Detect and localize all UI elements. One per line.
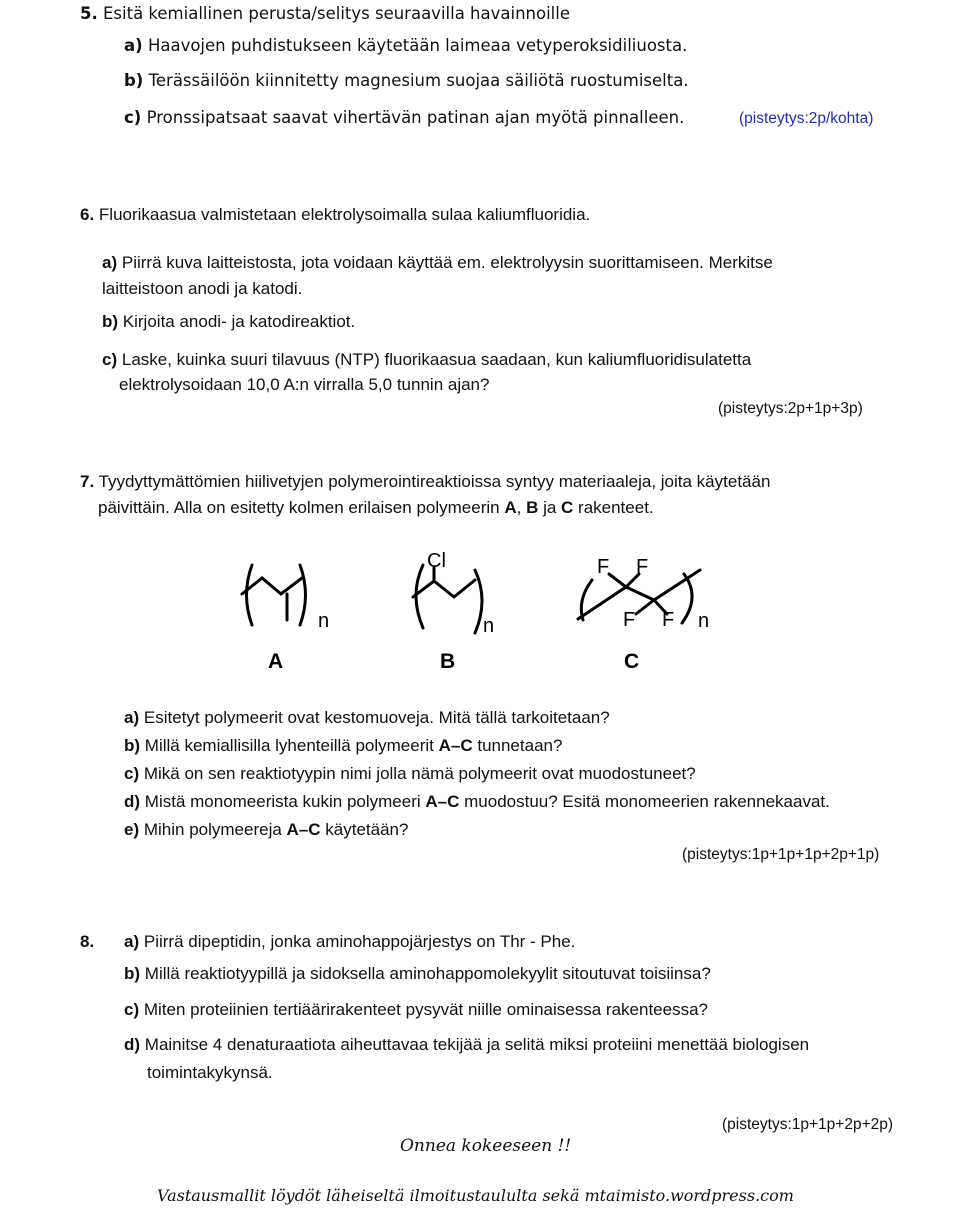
q7-item-c: c) Mikä on sen reaktiotyypin nimi jolla nämä polymeerit ovat muodostuneet? [124, 764, 696, 783]
q8-number: 8. [80, 932, 95, 951]
q5-item-a: a) Haavojen puhdistukseen käytetään laimeaa vetyperoksidiliuosta. [124, 36, 688, 55]
q8-item-b: b) Millä reaktiotyypillä ja sidoksella aminohappomolekyylit sitoutuvat toisiinsa? [124, 964, 711, 983]
good-luck-note: Onnea kokeeseen !! [400, 1136, 572, 1156]
q5-item-c: c) Pronssipatsaat saavat vihertävän patinan ajan myötä pinnalleen. [124, 108, 685, 127]
q6-title: 6. Fluorikaasua valmistetaan elektrolysoimalla sulaa kaliumfluoridia. [80, 205, 591, 224]
polymer-c-label: C [624, 650, 640, 673]
q7-item-e: e) Mihin polymeereja A–C käytetään? [124, 820, 409, 839]
polymer-b-n: n [483, 615, 495, 637]
polymer-b-label: B [440, 650, 456, 673]
q7-item-b: b) Millä kemiallisilla lyhenteillä polymeerit A–C tunnetaan? [124, 736, 563, 755]
polymer-c-f1: F [597, 556, 610, 578]
polymer-c-n: n [698, 610, 710, 632]
polymer-b-structure [413, 565, 482, 633]
q6-points: (pisteytys:2p+1p+3p) [718, 400, 863, 417]
polymer-a-structure [242, 565, 306, 625]
polymer-a-label: A [268, 650, 284, 673]
q7-item-a: a) Esitetyt polymeerit ovat kestomuoveja. Mitä tällä tarkoitetaan? [124, 708, 610, 727]
q8-points: (pisteytys:1p+1p+2p+2p) [722, 1116, 894, 1133]
q5-number: 5. [80, 4, 98, 23]
polymer-c-f2: F [636, 556, 649, 578]
q7-item-d: d) Mistä monomeerista kukin polymeeri A–C muodostuu? Esitä monomeerien rakennekaavat. [124, 792, 830, 811]
q8-item-d-line2: toimintakykynsä. [147, 1063, 273, 1082]
polymer-structures [0, 540, 960, 690]
q5-points: (pisteytys:2p/kohta) [739, 110, 874, 127]
polymer-c-f3: F [623, 609, 636, 631]
polymer-b-cl: Cl [427, 550, 446, 572]
polymer-c-f4: F [662, 609, 675, 631]
q6-item-a-line2: laitteistoon anodi ja katodi. [102, 279, 303, 298]
q5-item-b: b) Terässäilöön kiinnitetty magnesium suojaa säiliötä ruostumiselta. [124, 71, 689, 90]
q8-item-a: a) Piirrä dipeptidin, jonka aminohappojärjestys on Thr - Phe. [124, 932, 576, 951]
q6-item-a-line1: a) Piirrä kuva laitteistosta, jota voidaan käyttää em. elektrolyysin suorittamiseen. Merkitse [102, 253, 773, 272]
q7-line2: päivittäin. Alla on esitetty kolmen erilaisen polymeerin A, B ja C rakenteet. [98, 498, 654, 517]
q8-item-c: c) Miten proteiinien tertiäärirakenteet pysyvät niille ominaisessa rakenteessa? [124, 1000, 708, 1019]
polymer-a-n: n [318, 610, 330, 632]
q7-line1: 7. Tyydyttymättömien hiilivetyjen polymerointireaktioissa syntyy materiaaleja, joita käytetään [80, 472, 771, 491]
q6-item-c-line2: elektrolysoidaan 10,0 A:n virralla 5,0 tunnin ajan? [119, 375, 490, 394]
q6-item-c-line1: c) Laske, kuinka suuri tilavuus (NTP) fluorikaasua saadaan, kun kaliumfluoridisulatetta [102, 350, 752, 369]
q6-item-b: b) Kirjoita anodi- ja katodireaktiot. [102, 312, 356, 331]
answers-note: Vastausmallit löydöt läheiseltä ilmoitustaululta sekä mtaimisto.wordpress.com [157, 1186, 794, 1205]
q7-points: (pisteytys:1p+1p+1p+2p+1p) [682, 846, 880, 863]
q5-title: 5. Esitä kemiallinen perusta/selitys seuraavilla havainnoille [80, 4, 571, 23]
q8-item-d-line1: d) Mainitse 4 denaturaatiota aiheuttavaa tekijää ja selitä miksi proteiini menettää biologisen [124, 1035, 810, 1054]
